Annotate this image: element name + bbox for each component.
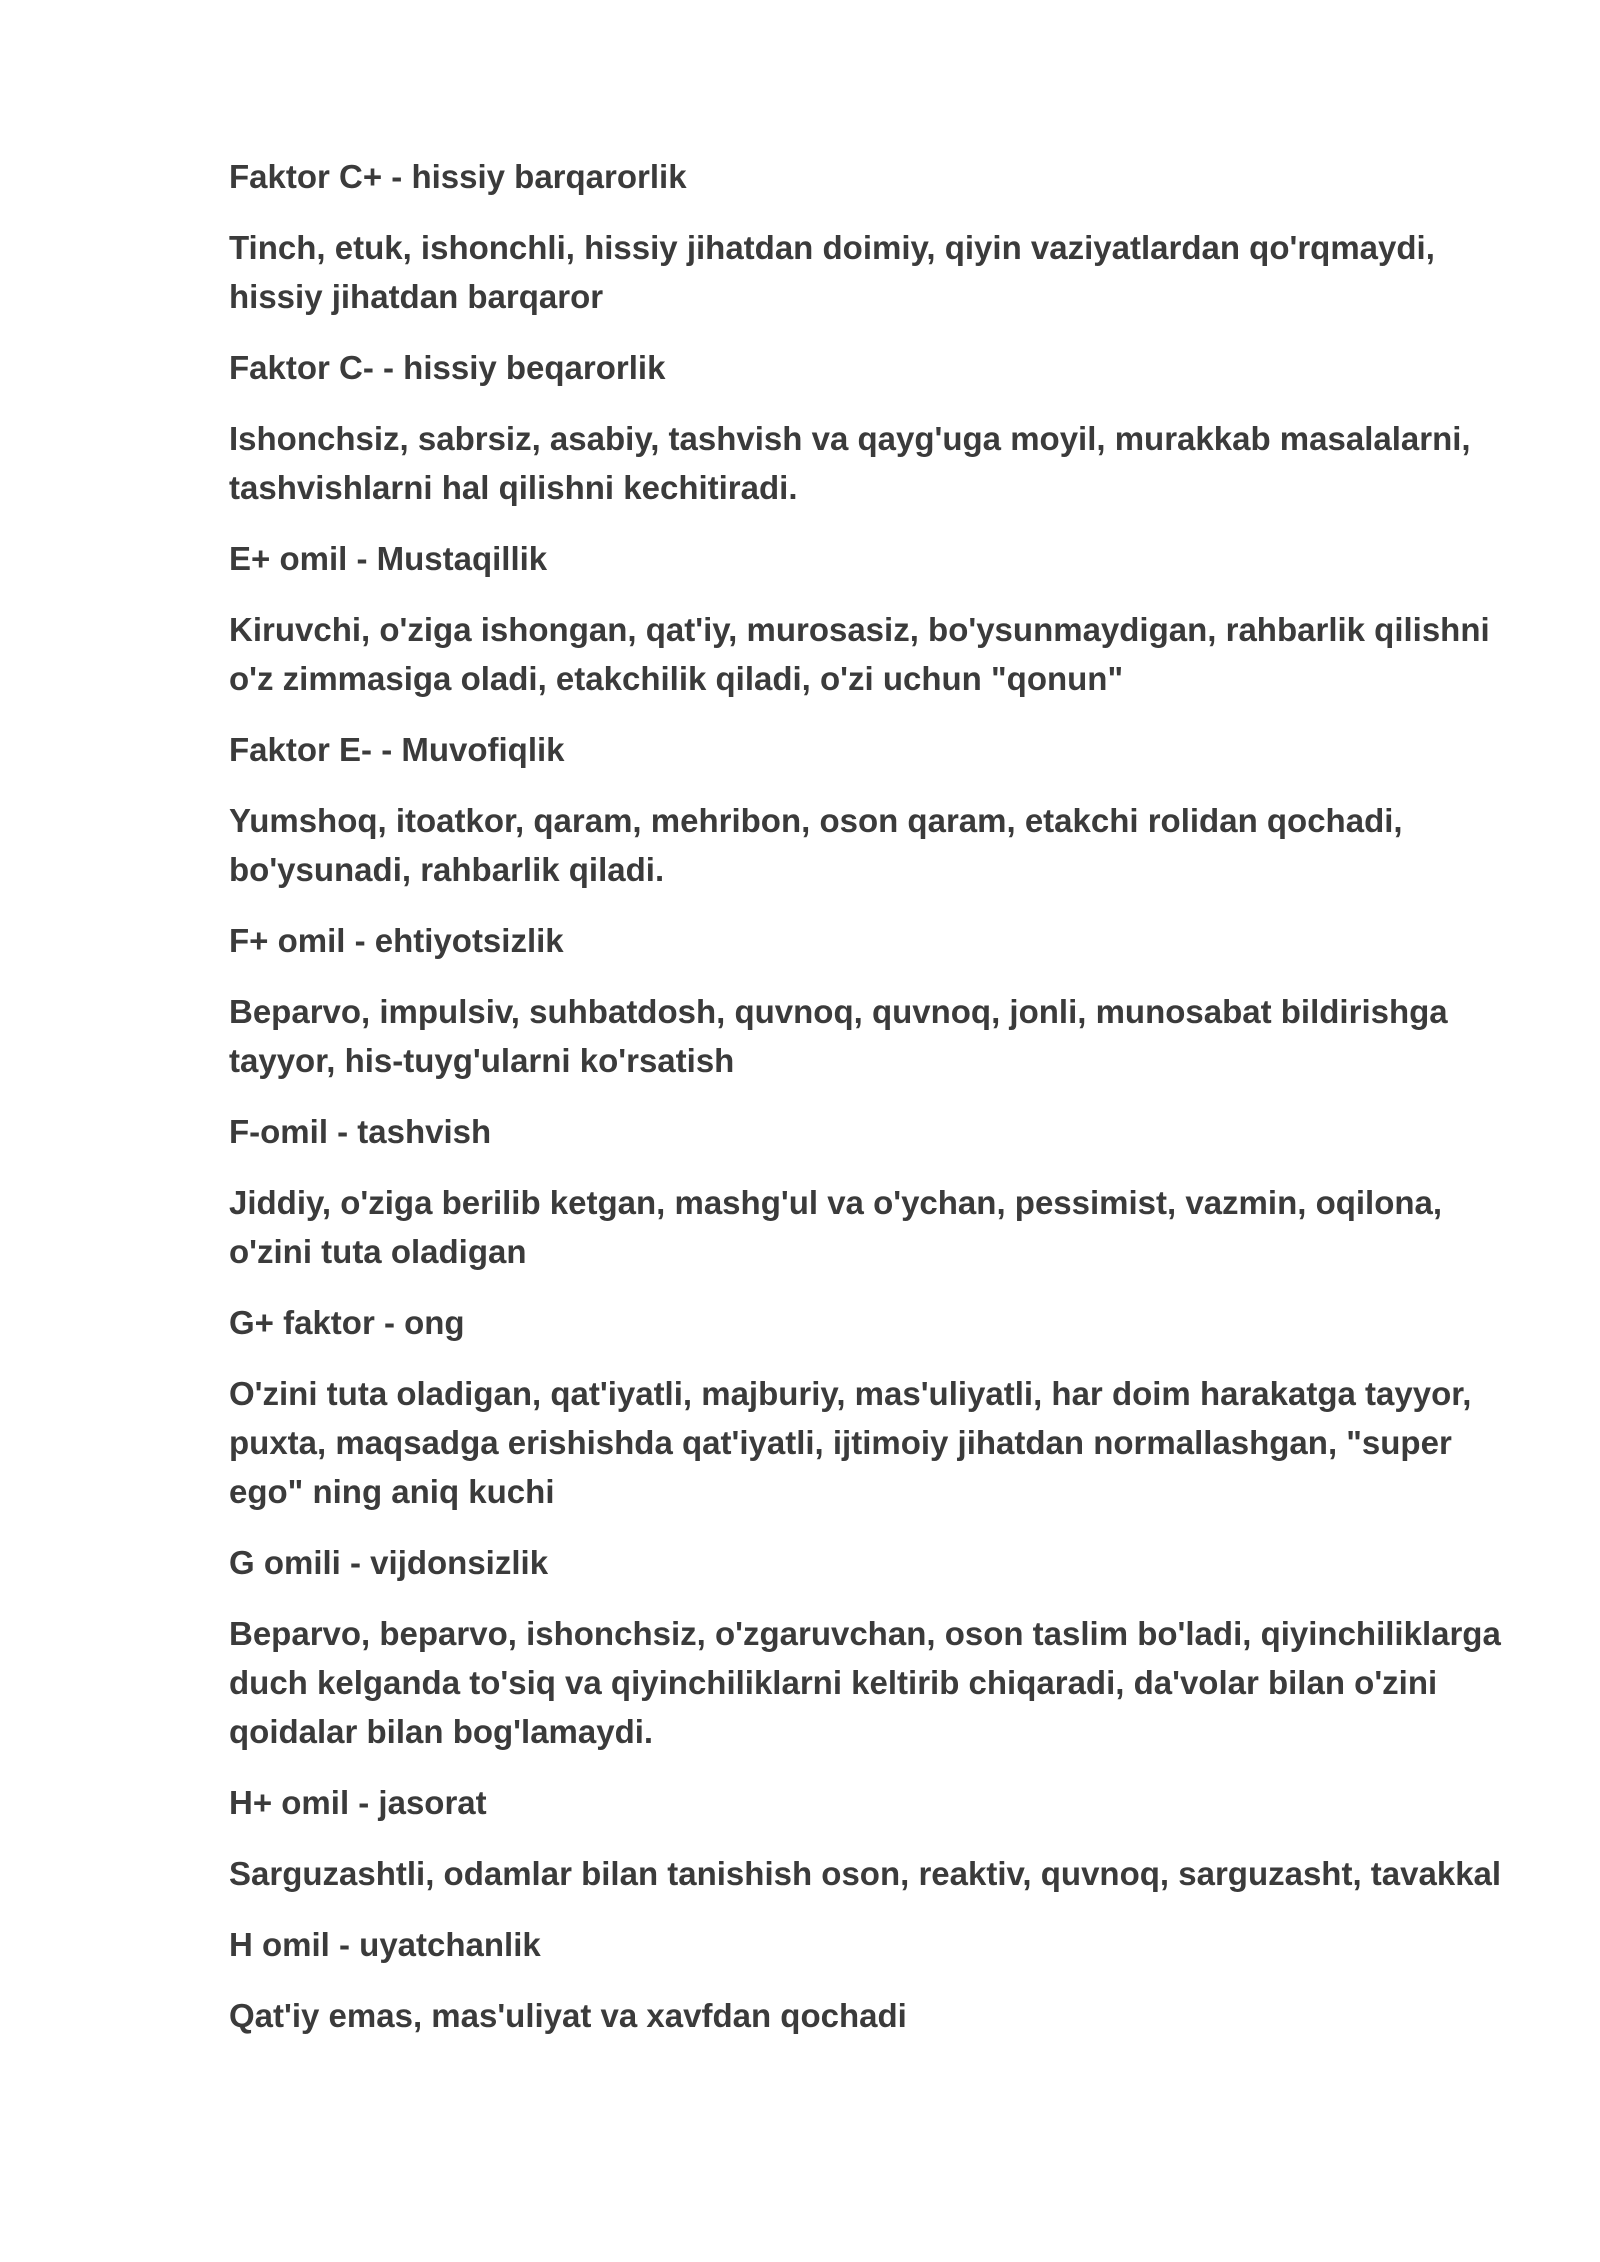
factor-entry-c-plus	[229, 152, 1529, 321]
factor-heading: H omil - uyatchanlik	[229, 1926, 541, 1963]
document-body	[229, 152, 1529, 2062]
factor-description: Kiruvchi, o'ziga ishongan, qat'iy, murosasiz, bo'ysunmaydigan, rahbarlik qilishni o'z zimmasiga oladi, etakchilik qiladi, o'zi uchun "qonun"	[229, 611, 1490, 697]
factor-description: Ishonchsiz, sabrsiz, asabiy, tashvish va qayg'uga moyil, murakkab masalalarni, tashvishlarni hal qilishni kechitiradi.	[229, 420, 1471, 506]
factor-entry-f-plus	[229, 916, 1529, 1085]
factor-heading: G omili - vijdonsizlik	[229, 1544, 549, 1581]
factor-entry-f-minus	[229, 1107, 1529, 1276]
factor-entry-e-plus	[229, 534, 1529, 703]
factor-entry-g-plus	[229, 1298, 1529, 1516]
factor-description: Sarguzashtli, odamlar bilan tanishish oson, reaktiv, quvnoq, sarguzasht, tavakkal	[229, 1855, 1502, 1892]
factor-description: Beparvo, beparvo, ishonchsiz, o'zgaruvchan, oson taslim bo'ladi, qiyinchiliklarga duch kelganda to'siq va qiyinchiliklarni keltirib chiqaradi, da'volar bilan o'zini qoidalar bilan bog'lamaydi.	[229, 1615, 1501, 1750]
factor-heading: Faktor C+ - hissiy barqarorlik	[229, 158, 687, 195]
factor-heading: Faktor E- - Muvofiqlik	[229, 731, 565, 768]
factor-heading: F-omil - tashvish	[229, 1113, 492, 1150]
factor-description: Beparvo, impulsiv, suhbatdosh, quvnoq, quvnoq, jonli, munosabat bildirishga tayyor, his-tuyg'ularni ko'rsatish	[229, 993, 1448, 1079]
factor-description: Tinch, etuk, ishonchli, hissiy jihatdan doimiy, qiyin vaziyatlardan qo'rqmaydi, hissiy jihatdan barqaror	[229, 229, 1435, 315]
factor-heading: F+ omil - ehtiyotsizlik	[229, 922, 564, 959]
factor-heading: Faktor C- - hissiy beqarorlik	[229, 349, 666, 386]
factor-entry-g-minus	[229, 1538, 1529, 1756]
factor-description: Jiddiy, o'ziga berilib ketgan, mashg'ul va o'ychan, pessimist, vazmin, oqilona, o'zini tuta oladigan	[229, 1184, 1443, 1270]
factor-description: Qat'iy emas, mas'uliyat va xavfdan qochadi	[229, 1997, 907, 2034]
factor-heading: E+ omil - Mustaqillik	[229, 540, 548, 577]
factor-heading: G+ faktor - ong	[229, 1304, 465, 1341]
factor-heading: H+ omil - jasorat	[229, 1784, 487, 1821]
factor-entry-c-minus	[229, 343, 1529, 512]
factor-entry-h-plus	[229, 1778, 1529, 1898]
factor-entry-e-minus	[229, 725, 1529, 894]
factor-description: Yumshoq, itoatkor, qaram, mehribon, oson qaram, etakchi rolidan qochadi, bo'ysunadi, rahbarlik qiladi.	[229, 802, 1403, 888]
factor-entry-h-minus	[229, 1920, 1529, 2040]
factor-description: O'zini tuta oladigan, qat'iyatli, majburiy, mas'uliyatli, har doim harakatga tayyor, puxta, maqsadga erishishda qat'iyatli, ijtimoiy jihatdan normallashgan, "super ego" ning aniq kuchi	[229, 1375, 1472, 1510]
